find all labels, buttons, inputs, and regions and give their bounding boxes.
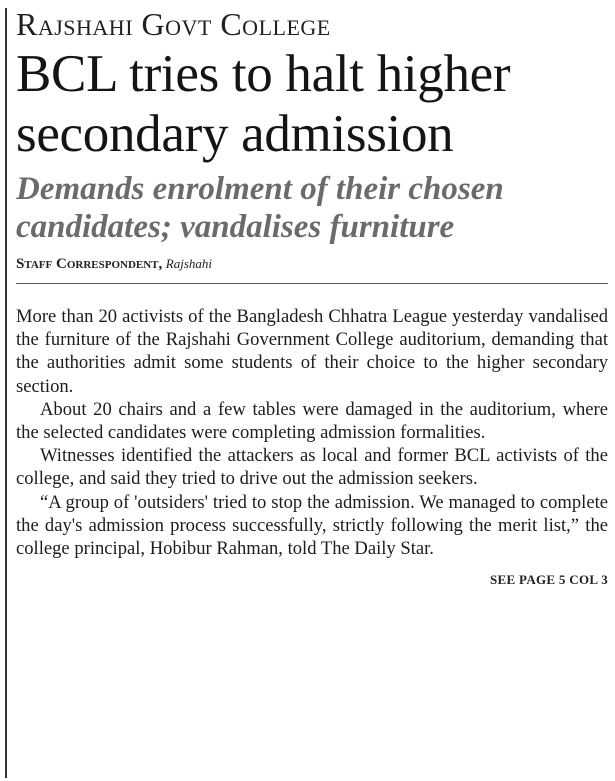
byline-author: Staff Correspondent, — [16, 256, 163, 272]
kicker: Rajshahi Govt College — [16, 6, 331, 42]
paragraph: More than 20 activists of the Bangladesh Chhatra League yesterday vandalised the furniture of the Rajshahi Government College auditorium, demanding that the authorities admit some students of their choice to the higher secondary section. — [16, 306, 608, 397]
byline-place: Rajshahi — [165, 256, 212, 271]
news-article — [16, 6, 608, 588]
paragraph: About 20 chairs and a few tables were damaged in the auditorium, where the selected candidates were completing admission formalities. — [16, 398, 608, 444]
continuation-link[interactable]: SEE PAGE 5 COL 3 — [490, 572, 608, 588]
paragraph: Witnesses identified the attackers as local and former BCL activists of the college, and said they tried to drive out the admission seekers. — [16, 445, 608, 490]
byline — [16, 255, 608, 274]
headline: BCL tries to halt higher secondary admission — [16, 45, 511, 163]
article-body — [16, 305, 608, 560]
paragraph: “A group of 'outsiders' tried to stop the admission. We managed to complete the day's admission process successfully, strictly following the merit list,” the college principal, Hobibur Rahman, told The Daily Star. — [16, 491, 608, 560]
subhead: Demands enrolment of their chosen candidates; vandalises furniture — [16, 171, 504, 245]
divider — [16, 283, 608, 284]
column-rule — [5, 8, 7, 778]
